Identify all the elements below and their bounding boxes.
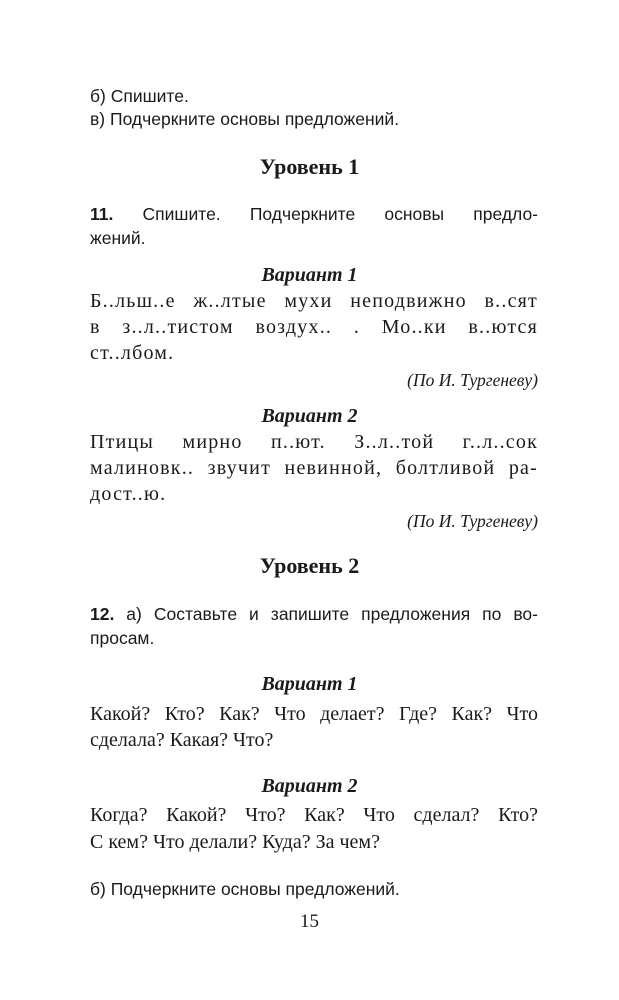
task-11-line1	[90, 202, 538, 227]
level1-variant2-line1: Птицы мирно п..ют. З..л..той г..л..сок	[90, 431, 538, 453]
level-2-heading: Уровень 2	[259, 553, 360, 578]
level1-variant1-source: (По И. Тургеневу)	[407, 370, 538, 390]
level1-variant2-line2: малиновк.. звучит невинной, болтливой ра-	[90, 457, 538, 479]
level1-variant2-title: Вариант 2	[261, 405, 358, 427]
level2-variant1-title: Вариант 1	[261, 673, 358, 695]
task-step-b: б) Спишите.	[90, 86, 189, 106]
task-12-step-b: б) Подчеркните основы предложений.	[90, 879, 400, 899]
task-11-line2: жений.	[90, 228, 146, 248]
level2-variant2-line1: Когда? Какой? Что? Как? Что сделал? Кто?	[90, 804, 538, 826]
level2-variant2-title: Вариант 2	[261, 775, 358, 797]
level1-variant2-line3: дост..ю.	[90, 483, 167, 505]
level1-variant1-line2: в з..л..тистом воздух.. . Мо..ки в..ются	[90, 316, 538, 338]
level2-variant2-line2: С кем? Что делали? Куда? За чем?	[90, 831, 380, 853]
level2-variant1-line2: сделала? Какая? Что?	[90, 729, 274, 751]
level1-variant1-title: Вариант 1	[261, 264, 358, 286]
page-number: 15	[300, 911, 319, 932]
level-1-heading: Уровень 1	[259, 154, 360, 179]
task-12-line1	[90, 602, 538, 627]
level1-variant2-source: (По И. Тургеневу)	[407, 511, 538, 531]
task-12-number: 12.	[90, 604, 115, 624]
task-12-line2: просам.	[90, 628, 155, 648]
task-12-text: а) Составьте и запишите предложения по во-	[126, 604, 538, 624]
level2-variant1-line1: Какой? Кто? Как? Что делает? Где? Как? Что	[90, 703, 538, 725]
level1-variant1-line1: Б..льш..е ж..лтые мухи неподвижно в..сят	[90, 290, 538, 312]
level1-variant1-line3: ст..лбом.	[90, 342, 175, 364]
task-11-number: 11.	[90, 204, 114, 224]
task-step-v: в) Подчеркните основы предложений.	[90, 109, 400, 129]
task-11-text: Спишите. Подчеркните основы предло-	[142, 204, 538, 224]
